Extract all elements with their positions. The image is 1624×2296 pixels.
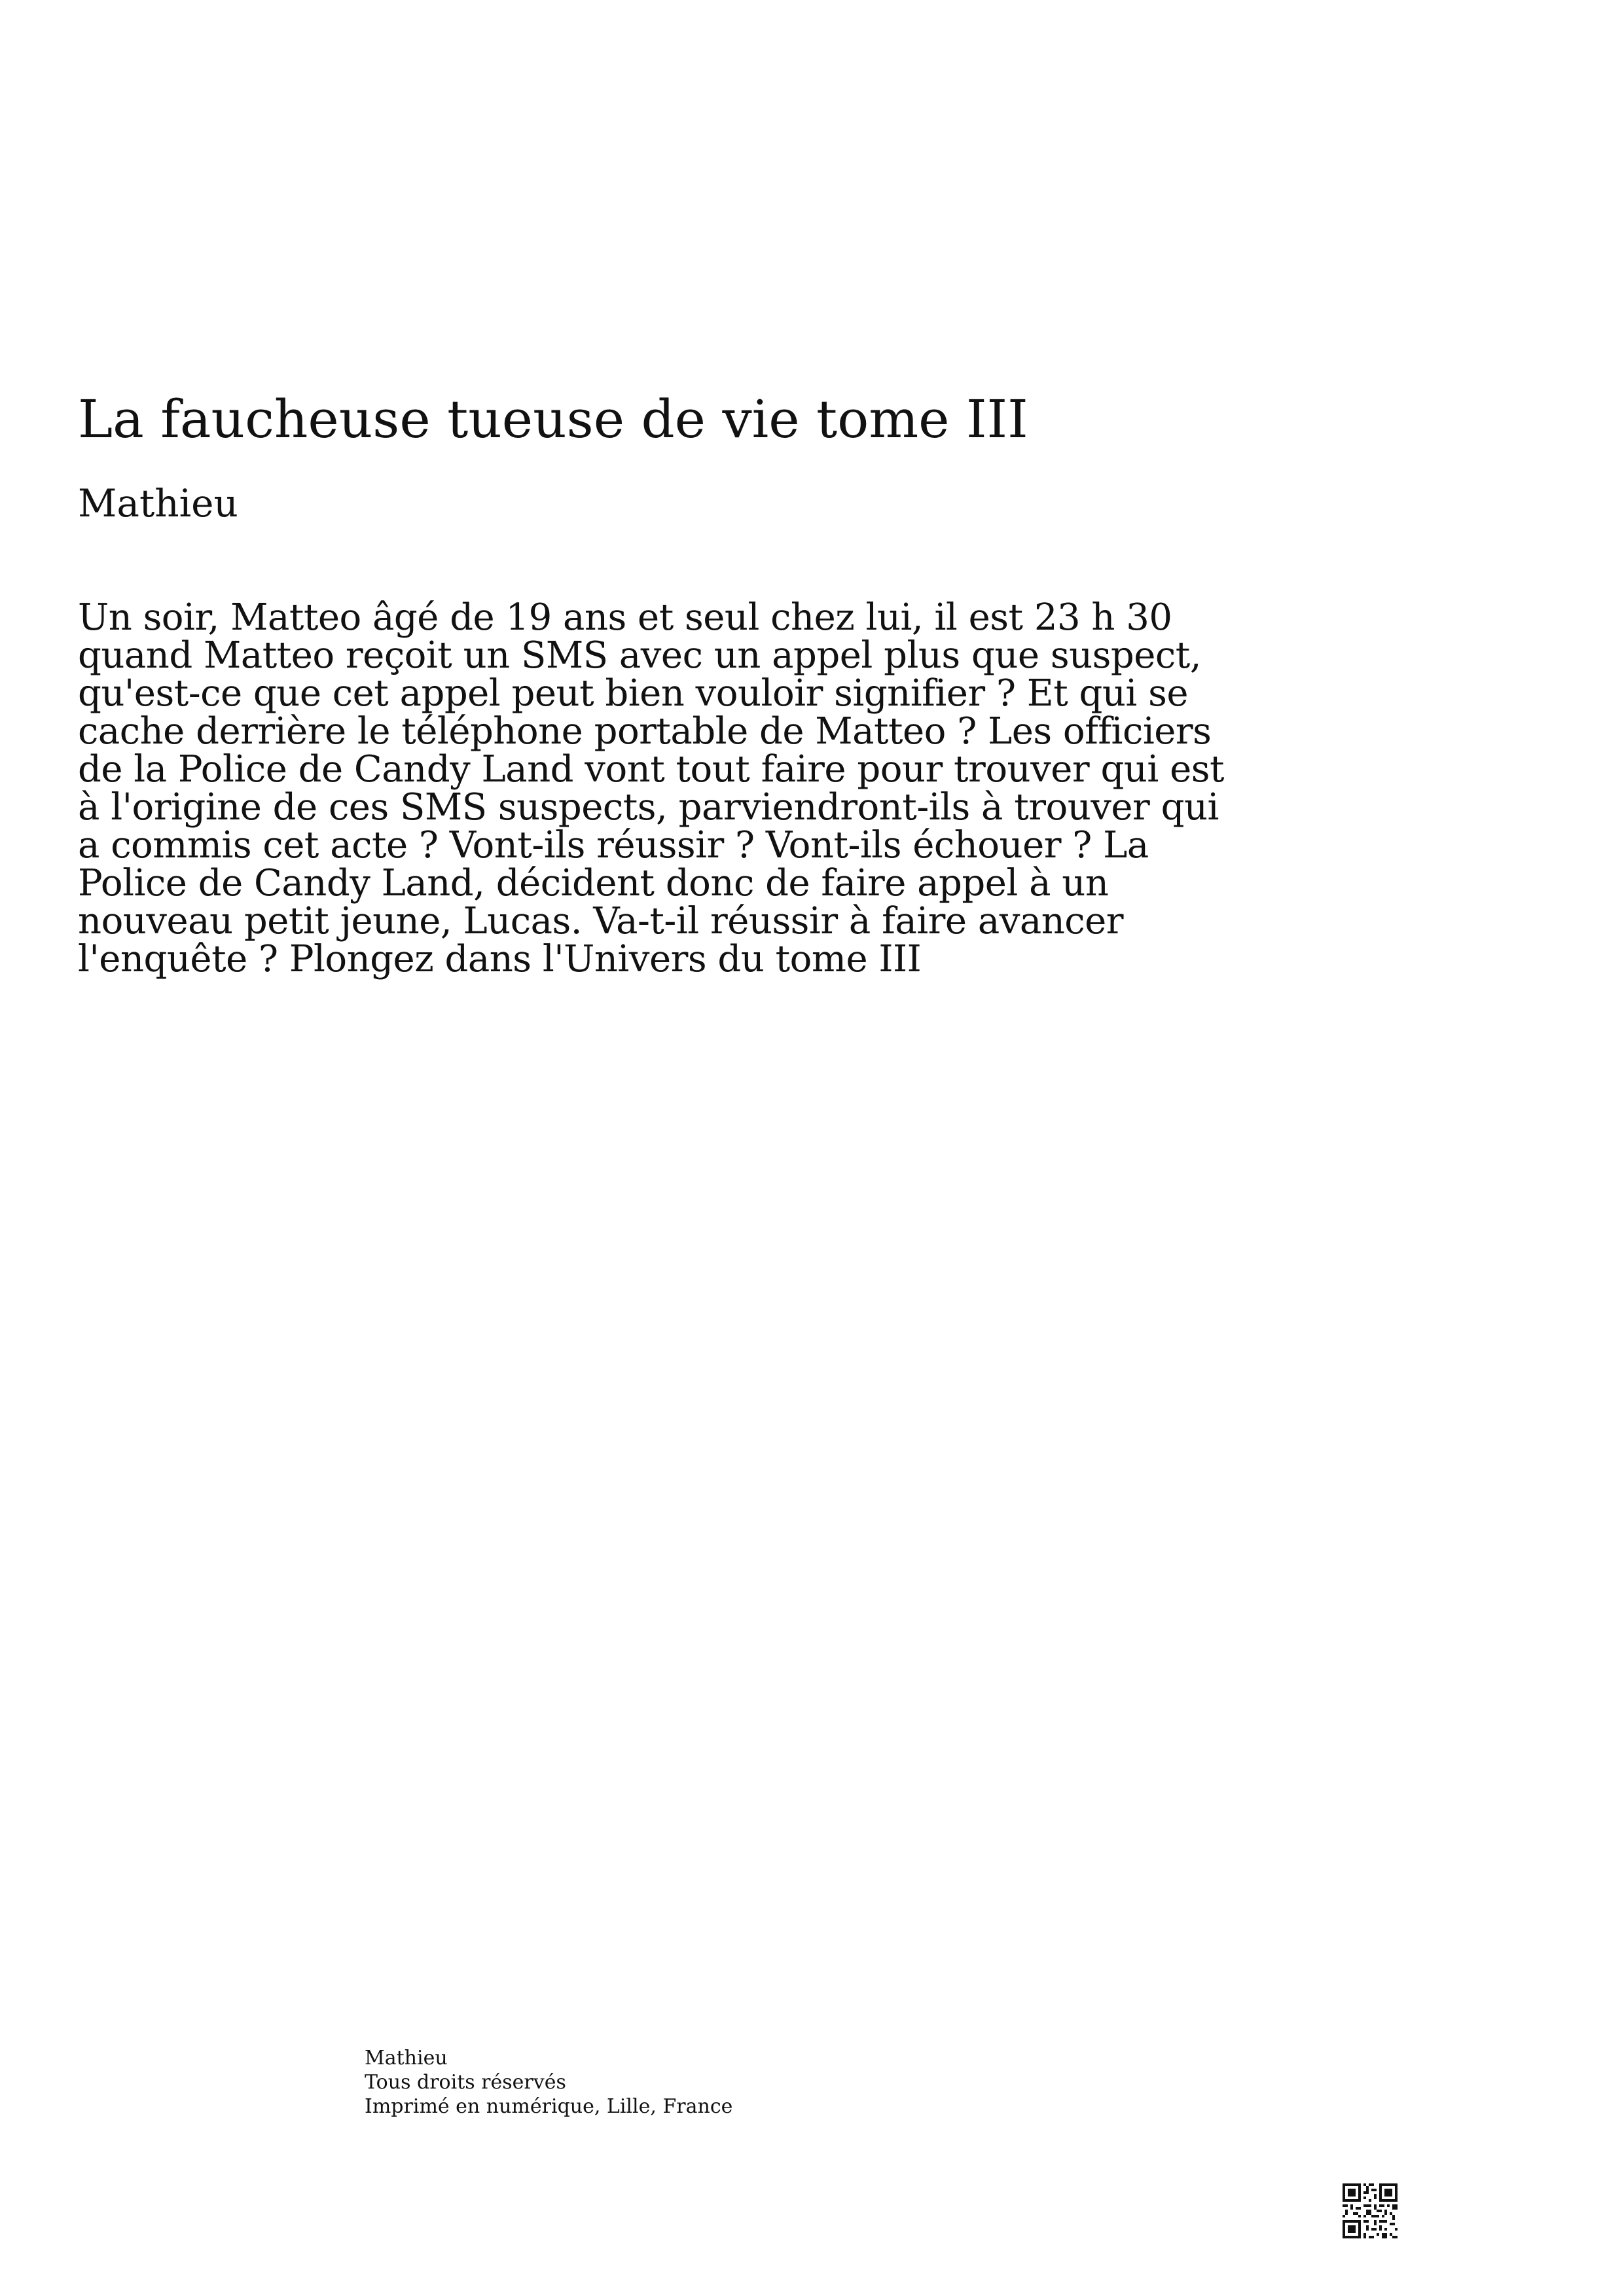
imprint-rights: Tous droits réservés bbox=[365, 2071, 566, 2094]
qr-code-icon bbox=[1343, 2183, 1398, 2238]
page-title: La faucheuse tueuse de vie tome III bbox=[78, 389, 1028, 450]
imprint-author: Mathieu bbox=[365, 2047, 448, 2070]
author-name: Mathieu bbox=[78, 481, 238, 526]
imprint-printed: Imprimé en numérique, Lille, France bbox=[365, 2095, 733, 2118]
book-blurb: Un soir, Matteo âgé de 19 ans et seul chez lui, il est 23 h 30 quand Matteo reçoit un SMS avec un appel plus que suspect, qu'est-ce que cet appel peut bien vouloir signifier ? Et qui se cache derrière le téléphone portable de Matteo ? Les officiers de la Police de Candy Land vont tout faire pour trouver qui est à l'origine de ces SMS suspects, parviendront-ils à trouver qui a commis cet acte ? Vont-ils réussir ? Vont-ils échouer ? La Police de Candy Land, décident donc de faire appel à un nouveau petit jeune, Lucas. Va-t-il réussir à faire avancer l'enquête ? Plongez dans l'Univers du tome III bbox=[78, 596, 1224, 980]
imprint-block bbox=[365, 2046, 732, 2119]
